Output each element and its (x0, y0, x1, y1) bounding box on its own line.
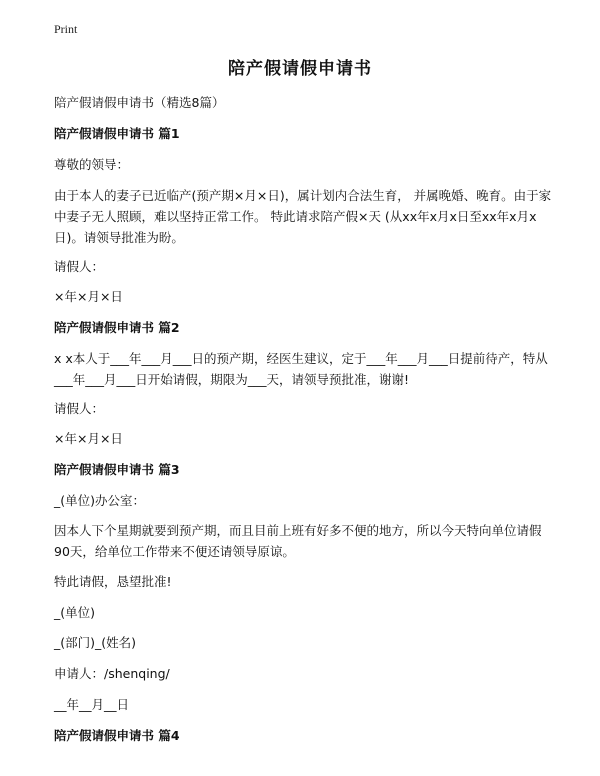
section-heading-1: 陪产假请假申请书 篇1 (54, 126, 180, 141)
date-2: ×年×月×日 (54, 431, 123, 446)
date-1: ×年×月×日 (54, 289, 123, 304)
body-paragraph-3: 因本人下个星期就要到预产期，而且目前上班有好多不便的地方，所以今天特向单位请假90天，给单位工作带来不便还请领导原谅。 (54, 523, 542, 559)
date-3: __年__月__日 (54, 697, 130, 712)
document-subtitle: 陪产假请假申请书（精选8篇） (54, 95, 225, 110)
signer-label-2: 请假人： (54, 401, 105, 416)
section-heading-3: 陪产假请假申请书 篇3 (54, 462, 180, 477)
applicant-line-3: 申请人：/shenqing/ (54, 666, 170, 681)
print-link[interactable]: Print (54, 22, 78, 36)
salutation-3: _(单位)办公室： (54, 493, 146, 508)
dept-name-line-3: _(部门)_(姓名) (54, 635, 137, 650)
body-paragraph-1: 由于本人的妻子已近临产(预产期×月×日)，属计划内合法生育， 并属晚婚、晚育。由于家中妻子无人照顾，难以坚持正常工作。 特此请求陪产假×天 (从xx年x月x日至xx年x月x日)。请领导批准为盼。 (54, 188, 552, 245)
salutation-1: 尊敬的领导： (54, 157, 130, 172)
signer-label-1: 请假人： (54, 259, 105, 274)
closing-3: 特此请假，恳望批准! (54, 574, 172, 589)
body-paragraph-2: x x本人于___年___月___日的预产期，经医生建议，定于___年___月___日提前待产，特从___年___月___日开始请假，期限为___天，请领导预批准，谢谢! (54, 351, 548, 387)
section-heading-4: 陪产假请假申请书 篇4 (54, 728, 180, 743)
unit-line-3: _(单位) (54, 605, 96, 620)
page-title: 陪产假请假申请书 (228, 59, 372, 79)
section-heading-2: 陪产假请假申请书 篇2 (54, 320, 180, 335)
